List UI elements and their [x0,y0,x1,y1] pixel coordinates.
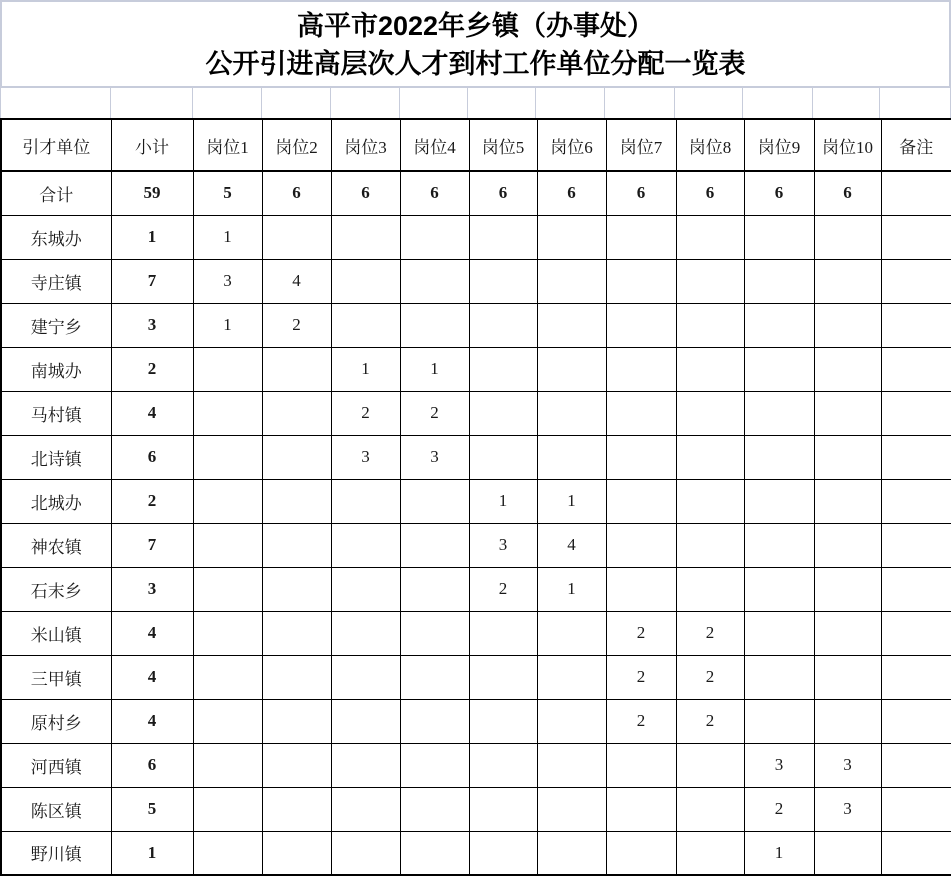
post-cell [262,347,331,391]
row-label: 神农镇 [1,523,111,567]
table-row [1,259,951,303]
post-cell: 2 [676,655,744,699]
post-cell [676,479,744,523]
post-cell [331,831,400,875]
post-cell: 2 [262,303,331,347]
remark-cell [881,391,951,435]
post-cell: 2 [676,611,744,655]
post-cell [606,215,676,259]
post-cell [537,347,606,391]
post-cell: 3 [814,743,881,787]
post-cell [744,215,814,259]
column-header-post-7: 岗位7 [606,119,676,171]
post-cell: 1 [193,303,262,347]
post-cell [814,567,881,611]
post-cell [676,435,744,479]
post-cell [814,699,881,743]
post-cell [814,479,881,523]
post-cell [193,831,262,875]
post-cell [814,215,881,259]
post-cell [400,479,469,523]
post-cell [469,655,537,699]
post-cell: 3 [400,435,469,479]
post-cell [469,699,537,743]
remark-cell [881,259,951,303]
remark-cell [881,787,951,831]
post-cell [193,787,262,831]
grid-cell [743,88,813,118]
remark-cell [881,215,951,259]
post-cell: 6 [744,171,814,215]
post-cell [469,347,537,391]
post-cell [606,787,676,831]
post-cell [400,831,469,875]
post-cell [193,699,262,743]
post-cell [814,435,881,479]
post-cell [814,303,881,347]
post-cell [469,391,537,435]
post-cell [262,567,331,611]
grid-cell [111,88,193,118]
post-cell [469,215,537,259]
post-cell [262,611,331,655]
post-cell [676,523,744,567]
post-cell: 6 [676,171,744,215]
post-cell [744,699,814,743]
post-cell [606,479,676,523]
post-cell [814,347,881,391]
post-cell [400,743,469,787]
column-header-post-5: 岗位5 [469,119,537,171]
post-cell [744,435,814,479]
table-row [1,347,951,391]
post-cell: 6 [606,171,676,215]
total-row [1,171,951,215]
post-cell: 3 [744,743,814,787]
post-cell: 2 [606,699,676,743]
row-label: 米山镇 [1,611,111,655]
table-row [1,699,951,743]
remark-cell [881,699,951,743]
post-cell [606,831,676,875]
row-label: 马村镇 [1,391,111,435]
post-cell [400,699,469,743]
post-cell: 1 [400,347,469,391]
post-cell [262,787,331,831]
post-cell: 1 [331,347,400,391]
post-cell [262,699,331,743]
post-cell [676,259,744,303]
post-cell: 2 [606,611,676,655]
post-cell [606,347,676,391]
column-header-unit: 引才单位 [1,119,111,171]
table-row [1,303,951,347]
remark-cell [881,303,951,347]
post-cell [400,303,469,347]
grid-cell [605,88,675,118]
post-cell [606,435,676,479]
subtotal-cell: 4 [111,655,193,699]
post-cell [331,259,400,303]
post-cell [400,523,469,567]
post-cell [400,259,469,303]
post-cell [469,743,537,787]
title-line-1: 高平市2022年乡镇（办事处） [296,11,655,41]
remark-cell [881,479,951,523]
post-cell [331,699,400,743]
row-label: 河西镇 [1,743,111,787]
post-cell: 1 [193,215,262,259]
grid-cell [880,88,951,118]
post-cell: 2 [331,391,400,435]
row-label: 北诗镇 [1,435,111,479]
post-cell: 1 [469,479,537,523]
post-cell [331,787,400,831]
remark-cell [881,523,951,567]
table-row [1,787,951,831]
subtotal-cell: 3 [111,567,193,611]
post-cell [537,611,606,655]
post-cell [537,391,606,435]
post-cell: 3 [814,787,881,831]
post-cell [469,303,537,347]
post-cell [262,743,331,787]
allocation-table [0,118,951,876]
post-cell: 5 [193,171,262,215]
subtotal-cell: 4 [111,611,193,655]
table-row [1,479,951,523]
post-cell [262,831,331,875]
table-row [1,655,951,699]
post-cell [537,743,606,787]
post-cell [744,523,814,567]
post-cell [537,259,606,303]
spreadsheet-gridline-row [0,88,951,118]
post-cell: 4 [537,523,606,567]
subtotal-cell: 6 [111,743,193,787]
row-label: 寺庄镇 [1,259,111,303]
remark-cell [881,655,951,699]
post-cell [469,787,537,831]
table-row [1,831,951,875]
post-cell [400,567,469,611]
table-row [1,743,951,787]
post-cell [814,259,881,303]
post-cell [744,655,814,699]
post-cell [606,391,676,435]
post-cell [744,567,814,611]
post-cell [537,215,606,259]
post-cell: 2 [606,655,676,699]
subtotal-cell: 6 [111,435,193,479]
post-cell [193,655,262,699]
post-cell: 3 [469,523,537,567]
grid-cell [468,88,536,118]
subtotal-cell: 2 [111,479,193,523]
post-cell: 2 [744,787,814,831]
post-cell: 6 [262,171,331,215]
column-header-post-4: 岗位4 [400,119,469,171]
remark-cell [881,347,951,391]
post-cell: 1 [537,567,606,611]
remark-cell [881,743,951,787]
post-cell [331,523,400,567]
post-cell [400,215,469,259]
row-label: 石末乡 [1,567,111,611]
grid-cell [400,88,469,118]
post-cell [193,479,262,523]
post-cell [331,479,400,523]
post-cell [537,787,606,831]
post-cell [331,611,400,655]
post-cell [469,831,537,875]
post-cell [331,215,400,259]
row-label: 东城办 [1,215,111,259]
post-cell [537,831,606,875]
post-cell [744,259,814,303]
post-cell [193,523,262,567]
subtotal-cell: 1 [111,215,193,259]
grid-cell [331,88,400,118]
column-header-post-9: 岗位9 [744,119,814,171]
post-cell [400,655,469,699]
post-cell [744,303,814,347]
table-row [1,435,951,479]
post-cell [331,303,400,347]
post-cell [814,831,881,875]
post-cell [676,347,744,391]
post-cell: 2 [400,391,469,435]
post-cell: 2 [676,699,744,743]
post-cell [469,435,537,479]
column-header-remarks: 备注 [881,119,951,171]
post-cell [814,611,881,655]
post-cell [537,655,606,699]
grid-cell [1,88,111,118]
post-cell: 6 [400,171,469,215]
row-label: 陈区镇 [1,787,111,831]
post-cell [262,391,331,435]
subtotal-cell: 5 [111,787,193,831]
post-cell [606,743,676,787]
remark-cell [881,831,951,875]
post-cell: 6 [469,171,537,215]
post-cell [814,655,881,699]
post-cell [262,435,331,479]
post-cell [676,831,744,875]
post-cell [400,611,469,655]
post-cell [537,303,606,347]
post-cell: 1 [537,479,606,523]
row-label: 北城办 [1,479,111,523]
post-cell: 3 [193,259,262,303]
post-cell [676,567,744,611]
grid-cell [813,88,880,118]
table-body [1,171,951,875]
post-cell [814,523,881,567]
remark-cell [881,171,951,215]
post-cell [469,611,537,655]
subtotal-cell: 7 [111,523,193,567]
row-label: 野川镇 [1,831,111,875]
post-cell [676,787,744,831]
post-cell: 1 [744,831,814,875]
post-cell: 2 [469,567,537,611]
header-row [1,119,951,171]
grid-cell [193,88,262,118]
post-cell [676,391,744,435]
post-cell [676,303,744,347]
post-cell [262,479,331,523]
post-cell [744,479,814,523]
subtotal-cell: 4 [111,699,193,743]
post-cell: 4 [262,259,331,303]
column-header-post-6: 岗位6 [537,119,606,171]
subtotal-cell: 3 [111,303,193,347]
post-cell [606,567,676,611]
post-cell [744,611,814,655]
post-cell [537,699,606,743]
row-label: 建宁乡 [1,303,111,347]
post-cell [400,787,469,831]
post-cell [676,743,744,787]
post-cell [193,611,262,655]
post-cell [537,435,606,479]
grid-cell [262,88,331,118]
post-cell [606,303,676,347]
post-cell [331,655,400,699]
post-cell [814,391,881,435]
row-label: 三甲镇 [1,655,111,699]
table-row [1,567,951,611]
post-cell [606,259,676,303]
grid-cell [675,88,743,118]
row-label: 南城办 [1,347,111,391]
column-header-post-2: 岗位2 [262,119,331,171]
post-cell [606,523,676,567]
post-cell: 6 [331,171,400,215]
post-cell [193,567,262,611]
table-row [1,523,951,567]
column-header-post-1: 岗位1 [193,119,262,171]
post-cell [262,655,331,699]
table-row [1,391,951,435]
post-cell [744,347,814,391]
post-cell [193,347,262,391]
remark-cell [881,611,951,655]
post-cell [262,523,331,567]
post-cell [193,391,262,435]
table-row [1,611,951,655]
post-cell [193,435,262,479]
subtotal-cell: 1 [111,831,193,875]
post-cell [469,259,537,303]
title-line-2: 公开引进高层次人才到村工作单位分配一览表 [205,49,746,79]
remark-cell [881,567,951,611]
post-cell [331,567,400,611]
grid-cell [536,88,605,118]
post-cell [744,391,814,435]
column-header-post-8: 岗位8 [676,119,744,171]
post-cell [676,215,744,259]
post-cell [331,743,400,787]
subtotal-cell: 4 [111,391,193,435]
row-label: 合计 [1,171,111,215]
post-cell: 6 [814,171,881,215]
post-cell: 3 [331,435,400,479]
table-row [1,215,951,259]
column-header-subtotal: 小计 [111,119,193,171]
remark-cell [881,435,951,479]
column-header-post-3: 岗位3 [331,119,400,171]
subtotal-cell: 59 [111,171,193,215]
column-header-post-10: 岗位10 [814,119,881,171]
post-cell [262,215,331,259]
post-cell [193,743,262,787]
subtotal-cell: 7 [111,259,193,303]
subtotal-cell: 2 [111,347,193,391]
row-label: 原村乡 [1,699,111,743]
post-cell: 6 [537,171,606,215]
document-title [0,0,951,88]
